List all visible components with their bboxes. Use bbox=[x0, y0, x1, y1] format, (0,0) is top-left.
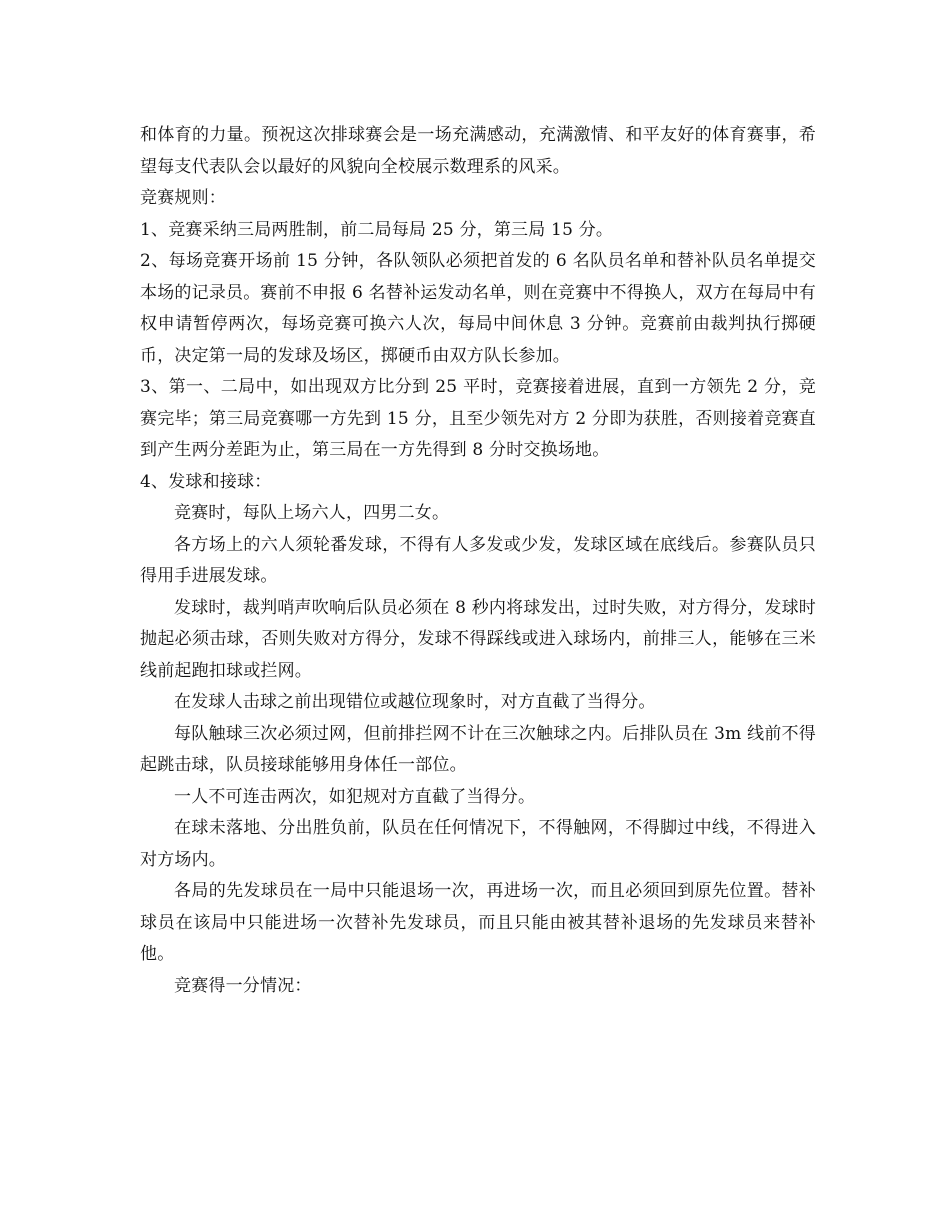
paragraph-10: 在发球人击球之前出现错位或越位现象时，对方直截了当得分。 bbox=[174, 692, 656, 712]
paragraph-9: 发球时，裁判哨声吹响后队员必须在 8 秒内将球发出，过时失败，对方得分，发球时抛起必须击球，否则失败对方得分，发球不得踩线或进入球场内，前排三人，能够在三米线前起跑扣球或拦网。 bbox=[140, 597, 816, 681]
paragraph-11: 每队触球三次必须过网，但前排拦网不计在三次触球之内。后排队员在 3m 线前不得起跳击球，队员接球能够用身体任一部位。 bbox=[140, 723, 816, 775]
paragraph-2: 竞赛规则： bbox=[140, 188, 226, 208]
paragraph-13: 在球未落地、分出胜负前，队员在任何情况下，不得触网，不得脚过中线，不得进入对方场内。 bbox=[140, 818, 816, 870]
paragraph-1: 和体育的力量。预祝这次排球赛会是一场充满感动，充满激情、和平友好的体育赛事，希望每支代表队会以最好的风貌向全校展示数理系的风采。 bbox=[140, 125, 816, 177]
paragraph-5: 3、第一、二局中，如出现双方比分到 25 平时，竞赛接着进展，直到一方领先 2 分，竞赛完毕；第三局竞赛哪一方先到 15 分，且至少领先对方 2 分即为获胜，否则接着竞赛直到产生两分差距为止，第三局在一方先得到 8 分时交换场地。 bbox=[140, 377, 816, 460]
paragraph-6: 4、发球和接球： bbox=[140, 471, 272, 492]
paragraph-12: 一人不可连击两次，如犯规对方直截了当得分。 bbox=[174, 786, 536, 807]
paragraph-4: 2、每场竞赛开场前 15 分钟，各队领队必须把首发的 6 名队员名单和替补队员名单提交本场的记录员。赛前不申报 6 名替补运发动名单，则在竞赛中不得换人，双方在每局中有权申请暂停两次，每场竞赛可换六人次，每局中间休息 3 分钟。竞赛前由裁判执行掷硬币，决定第一局的发球及场区，掷硬币由双方队长参加。 bbox=[140, 251, 816, 366]
paragraph-8: 各方场上的六人须轮番发球，不得有人多发或少发，发球区域在底线后。参赛队员只得用手进展发球。 bbox=[140, 534, 816, 586]
document-page bbox=[140, 120, 816, 1002]
paragraph-14: 各局的先发球员在一局中只能退场一次，再进场一次，而且必须回到原先位置。替补球员在该局中只能进场一次替补先发球员，而且只能由被其替补退场的先发球员来替补他。 bbox=[140, 881, 816, 964]
paragraph-3: 1、竞赛采纳三局两胜制，前二局每局 25 分，第三局 15 分。 bbox=[140, 219, 614, 240]
paragraph-7: 竞赛时，每队上场六人，四男二女。 bbox=[174, 503, 450, 523]
paragraph-15: 竞赛得一分情况： bbox=[174, 975, 312, 996]
